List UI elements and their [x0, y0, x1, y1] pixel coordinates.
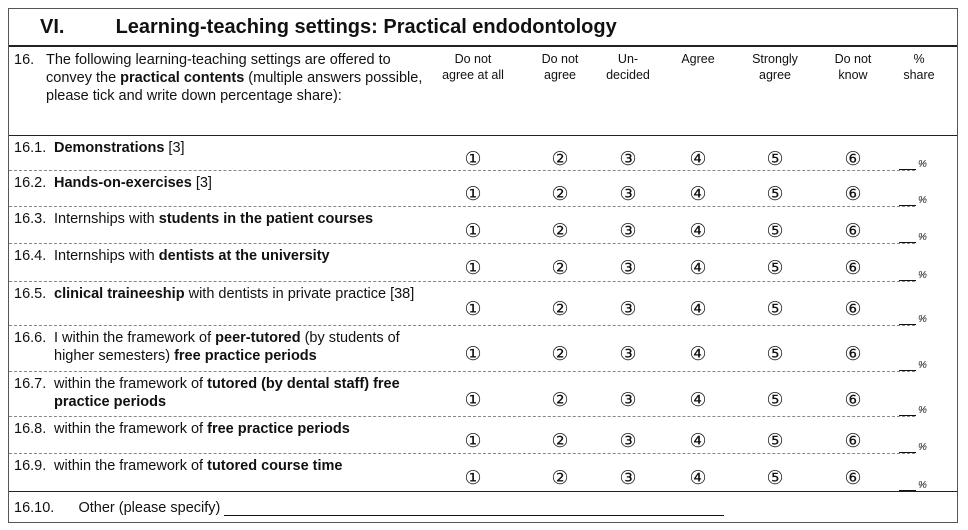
option-4-radio[interactable]: ④: [689, 343, 707, 365]
row-text-pre: Internships with: [54, 248, 159, 264]
row-separator: [9, 453, 915, 454]
option-5-radio[interactable]: ⑤: [766, 298, 784, 320]
percent-blank[interactable]: [899, 268, 916, 281]
option-3-radio[interactable]: ③: [619, 220, 637, 242]
percent-share-field[interactable]: [899, 355, 939, 371]
option-1-radio[interactable]: ①: [464, 183, 482, 205]
row-text-bold: tutored course time: [207, 458, 343, 474]
option-5-radio[interactable]: ⑤: [766, 430, 784, 452]
option-6-radio[interactable]: ⑥: [844, 298, 862, 320]
column-header-1: [428, 51, 518, 83]
row-label-2: [14, 174, 439, 192]
row-text-bold: dentists at the university: [158, 248, 330, 264]
section-title: Learning-teaching settings: Practical endodontology: [115, 16, 617, 38]
percent-symbol: %: [918, 360, 927, 371]
option-5-radio[interactable]: ⑤: [766, 343, 784, 365]
section-number: VI.: [40, 16, 65, 38]
row-label-7: [14, 375, 439, 411]
column-header-line1: Strongly: [752, 52, 798, 66]
option-1-radio[interactable]: ①: [464, 430, 482, 452]
column-header-line1: Do not: [541, 52, 579, 66]
percent-symbol: %: [918, 314, 927, 325]
option-3-radio[interactable]: ③: [619, 389, 637, 411]
question-16-text: [14, 51, 434, 105]
row-text-pre: within the framework of: [54, 421, 208, 437]
option-4-radio[interactable]: ④: [689, 430, 707, 452]
row-number: 16.7.: [14, 376, 47, 392]
percent-blank[interactable]: [899, 358, 916, 371]
option-2-radio[interactable]: ②: [551, 183, 569, 205]
option-4-radio[interactable]: ④: [689, 389, 707, 411]
row-separator: [9, 170, 915, 171]
option-6-radio[interactable]: ⑥: [844, 148, 862, 170]
row-text-bold: Hands-on-exercises: [54, 175, 192, 191]
option-4-radio[interactable]: ④: [689, 257, 707, 279]
option-2-radio[interactable]: ②: [551, 220, 569, 242]
row-label-9: [14, 457, 439, 475]
column-header-line2: agree at all: [442, 68, 504, 82]
option-4-radio[interactable]: ④: [689, 220, 707, 242]
percent-blank[interactable]: [899, 312, 916, 325]
option-3-radio[interactable]: ③: [619, 298, 637, 320]
column-header-5: [730, 51, 820, 83]
option-5-radio[interactable]: ⑤: [766, 220, 784, 242]
option-6-radio[interactable]: ⑥: [844, 257, 862, 279]
row-text-bold: free practice periods: [207, 421, 350, 437]
percent-symbol: %: [918, 270, 927, 281]
column-header-line1: %: [913, 52, 925, 66]
row-separator: [9, 135, 957, 136]
percent-share-field[interactable]: [899, 265, 939, 281]
option-3-radio[interactable]: ③: [619, 343, 637, 365]
section-heading: [14, 16, 617, 46]
row-separator: [9, 371, 915, 372]
option-6-radio[interactable]: ⑥: [844, 183, 862, 205]
row-number: 16.8.: [14, 421, 47, 437]
percent-symbol: %: [918, 159, 927, 170]
percent-share-field[interactable]: [899, 400, 939, 416]
row-text-pre: I within the framework of: [54, 330, 216, 346]
column-header-7: [874, 51, 964, 83]
row-separator: [9, 325, 915, 326]
option-4-radio[interactable]: ④: [689, 298, 707, 320]
column-header-line2: decided: [606, 68, 650, 82]
percent-share-field[interactable]: [899, 227, 939, 243]
option-2-radio[interactable]: ②: [551, 148, 569, 170]
option-6-radio[interactable]: ⑥: [844, 220, 862, 242]
row-text-bold: students in the patient courses: [158, 211, 374, 227]
row-number: 16.9.: [14, 458, 47, 474]
row-text-bold: Demonstrations: [54, 140, 165, 156]
option-3-radio[interactable]: ③: [619, 183, 637, 205]
column-header-line2: agree: [544, 68, 576, 82]
row-number: 16.5.: [14, 286, 47, 302]
row-number: 16.1.: [14, 140, 47, 156]
row-separator: [9, 243, 915, 244]
option-2-radio[interactable]: ②: [551, 257, 569, 279]
option-3-radio[interactable]: ③: [619, 467, 637, 489]
row-number: 16.3.: [14, 211, 47, 227]
option-1-radio[interactable]: ①: [464, 389, 482, 411]
question-text-pre: The following learning-teaching settings are offered to convey the: [46, 52, 391, 86]
row-text-post: with dentists in private practice [38]: [184, 286, 415, 302]
option-5-radio[interactable]: ⑤: [766, 389, 784, 411]
heading-rule: [9, 45, 957, 47]
row-text-bold: peer-tutored: [215, 330, 301, 346]
row-separator: [9, 281, 915, 282]
column-header-line1: Agree: [681, 52, 715, 66]
row-text-post: (by students of higher semesters): [54, 330, 400, 364]
option-1-radio[interactable]: ①: [464, 343, 482, 365]
row-text-bold: clinical traineeship: [54, 286, 185, 302]
other-row: [14, 500, 724, 516]
option-1-radio[interactable]: ①: [464, 467, 482, 489]
option-3-radio[interactable]: ③: [619, 430, 637, 452]
option-6-radio[interactable]: ⑥: [844, 467, 862, 489]
row-text-pre: within the framework of: [54, 458, 208, 474]
percent-symbol: %: [918, 232, 927, 243]
percent-symbol: %: [918, 195, 927, 206]
option-1-radio[interactable]: ①: [464, 220, 482, 242]
option-4-radio[interactable]: ④: [689, 148, 707, 170]
option-2-radio[interactable]: ②: [551, 467, 569, 489]
option-5-radio[interactable]: ⑤: [766, 467, 784, 489]
row-separator: [9, 491, 957, 492]
percent-share-field[interactable]: [899, 309, 939, 325]
row-text-pre: within the framework of: [54, 376, 208, 392]
column-header-line2: share: [903, 68, 935, 82]
row-text-bold2: free practice periods: [174, 348, 317, 364]
option-3-radio[interactable]: ③: [619, 257, 637, 279]
row-label-5: [14, 285, 439, 303]
row-text-post: [3]: [191, 175, 212, 191]
option-4-radio[interactable]: ④: [689, 467, 707, 489]
percent-blank[interactable]: [899, 440, 916, 453]
option-1-radio[interactable]: ①: [464, 257, 482, 279]
other-specify-field[interactable]: [224, 503, 724, 516]
option-2-radio[interactable]: ②: [551, 430, 569, 452]
question-text-bold: practical contents: [120, 70, 245, 86]
column-header-line1: Un-: [617, 52, 639, 66]
row-separator: [9, 416, 915, 417]
percent-symbol: %: [918, 442, 927, 453]
percent-blank[interactable]: [899, 403, 916, 416]
percent-blank[interactable]: [899, 230, 916, 243]
option-5-radio[interactable]: ⑤: [766, 257, 784, 279]
percent-blank[interactable]: [899, 193, 916, 206]
option-1-radio[interactable]: ①: [464, 148, 482, 170]
row-label-8: [14, 420, 439, 438]
question-number: 16.: [14, 52, 35, 68]
option-5-radio[interactable]: ⑤: [766, 148, 784, 170]
row-number: 16.6.: [14, 330, 47, 346]
row-label-4: [14, 247, 439, 265]
row-separator: [9, 206, 915, 207]
percent-share-field[interactable]: [899, 190, 939, 206]
row-number: 16.4.: [14, 248, 47, 264]
option-6-radio[interactable]: ⑥: [844, 430, 862, 452]
column-header-line2: agree: [759, 68, 791, 82]
row-label-3: [14, 210, 439, 228]
row-label-6: [14, 329, 439, 365]
option-1-radio[interactable]: ①: [464, 298, 482, 320]
row-text-pre: Internships with: [54, 211, 159, 227]
percent-share-field[interactable]: [899, 154, 939, 170]
option-4-radio[interactable]: ④: [689, 183, 707, 205]
row-text-bold: tutored (by dental staff) free practice periods: [54, 376, 400, 410]
column-header-line1: Do not: [834, 52, 872, 66]
percent-blank[interactable]: [899, 157, 916, 170]
row-text-post: [3]: [164, 140, 185, 156]
option-2-radio[interactable]: ②: [551, 298, 569, 320]
percent-share-field[interactable]: [899, 437, 939, 453]
option-2-radio[interactable]: ②: [551, 389, 569, 411]
question-text-post: (multiple answers possible, please tick and write down percentage share):: [46, 70, 423, 104]
column-header-line2: know: [838, 68, 868, 82]
option-3-radio[interactable]: ③: [619, 148, 637, 170]
option-2-radio[interactable]: ②: [551, 343, 569, 365]
percent-share-field[interactable]: [899, 475, 939, 491]
other-label: Other (please specify): [78, 500, 221, 516]
row-label-1: [14, 139, 439, 157]
percent-symbol: %: [918, 405, 927, 416]
option-6-radio[interactable]: ⑥: [844, 389, 862, 411]
percent-symbol: %: [918, 480, 927, 491]
column-header-line1: Do not: [454, 52, 492, 66]
other-number: 16.10.: [14, 500, 55, 516]
row-number: 16.2.: [14, 175, 47, 191]
option-5-radio[interactable]: ⑤: [766, 183, 784, 205]
percent-blank[interactable]: [899, 478, 916, 491]
option-6-radio[interactable]: ⑥: [844, 343, 862, 365]
